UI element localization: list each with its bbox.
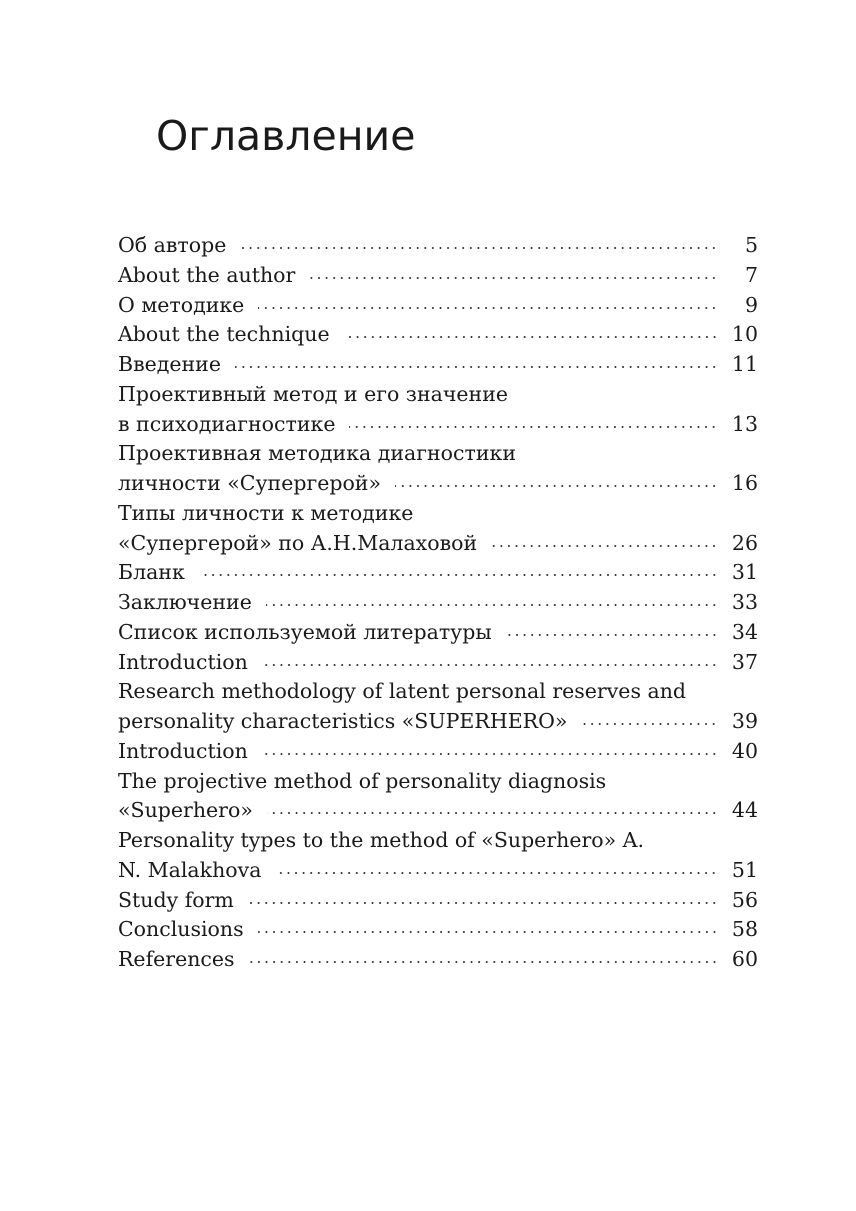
dot-leader <box>258 931 718 933</box>
toc-entry-title: Бланк <box>118 560 185 585</box>
dot-leader <box>491 545 718 547</box>
table-of-contents <box>118 231 758 975</box>
toc-entry-title: О методике <box>118 292 245 317</box>
toc-page-number: 33 <box>731 590 758 614</box>
toc-entry-title-line: Personality types to the method of «Superhero» A. <box>118 828 644 852</box>
dot-leader <box>309 277 718 279</box>
toc-entry-title: Conclusions <box>118 917 244 942</box>
dot-leader <box>262 664 718 666</box>
toc-entry-title-line: Проективный метод и его значение <box>118 381 509 406</box>
toc-entry-title: About the author <box>118 262 296 287</box>
toc-entry[interactable] <box>118 231 758 261</box>
toc-page-number: 9 <box>744 292 758 317</box>
dot-leader <box>581 723 717 725</box>
toc-entry-title-line: личности «Супергерой» <box>118 471 381 495</box>
toc-entry-title: Заключение <box>118 590 252 614</box>
dot-leader <box>506 634 718 636</box>
dot-leader <box>199 574 718 576</box>
toc-entry[interactable] <box>118 261 758 291</box>
dot-leader <box>344 336 718 338</box>
toc-entry[interactable] <box>118 439 758 499</box>
dot-leader <box>249 961 718 963</box>
toc-page-number: 16 <box>731 471 758 495</box>
toc-entry[interactable] <box>118 737 758 767</box>
dot-leader <box>267 812 718 814</box>
toc-entry[interactable] <box>118 380 758 440</box>
toc-page-number: 60 <box>731 947 758 971</box>
toc-page-number: 56 <box>731 887 758 912</box>
toc-entry-title: Introduction <box>118 738 248 763</box>
toc-entry-title: About the technique <box>118 322 330 347</box>
page-title: Оглавление <box>156 112 416 160</box>
toc-entry[interactable] <box>118 648 758 678</box>
toc-page-number: 58 <box>731 917 758 942</box>
dot-leader <box>240 247 718 249</box>
toc-page-number: 37 <box>731 649 758 674</box>
toc-entry[interactable] <box>118 499 758 559</box>
toc-entry[interactable] <box>118 320 758 350</box>
dot-leader <box>262 753 718 755</box>
toc-page-number: 10 <box>731 322 758 347</box>
toc-entry-title-line: Типы личности к методике <box>118 500 414 525</box>
toc-page-number: 34 <box>731 619 758 644</box>
toc-entry-title: Список используемой литературы <box>118 619 492 644</box>
dot-leader <box>275 872 717 874</box>
toc-page-number: 5 <box>744 233 758 257</box>
toc-entry-title-line: The projective method of personality diagnosis <box>118 768 607 793</box>
toc-page-number: 40 <box>731 738 758 763</box>
dot-leader <box>266 604 718 606</box>
toc-page-number: 26 <box>731 530 758 555</box>
toc-entry[interactable] <box>118 767 758 827</box>
toc-entry[interactable] <box>118 618 758 648</box>
toc-page-number: 13 <box>731 411 758 436</box>
toc-entry-title: Введение <box>118 352 221 376</box>
toc-entry-title: References <box>118 947 235 971</box>
toc-entry[interactable] <box>118 350 758 380</box>
toc-entry[interactable] <box>118 915 758 945</box>
toc-entry-title-line: N. Malakhova <box>118 857 262 882</box>
toc-entry[interactable] <box>118 588 758 618</box>
toc-entry-title-line: Research methodology of latent personal reserves and <box>118 679 687 704</box>
dot-leader <box>349 426 717 428</box>
toc-entry-title-line: personality characteristics «SUPERHERO» <box>118 709 568 733</box>
toc-entry[interactable] <box>118 291 758 321</box>
toc-entry-title-line: «Супергерой» по А.Н.Малаховой <box>118 530 478 555</box>
toc-entry-title-line: в психодиагностике <box>118 411 336 436</box>
toc-entry[interactable] <box>118 945 758 975</box>
toc-entry-title-line: «Superhero» <box>118 798 253 823</box>
toc-entry[interactable] <box>118 558 758 588</box>
dot-leader <box>395 485 718 487</box>
toc-page-number: 11 <box>731 352 758 376</box>
toc-page-number: 7 <box>744 262 758 287</box>
toc-page-number: 31 <box>731 560 758 585</box>
toc-entry[interactable] <box>118 886 758 916</box>
toc-entry-title: Study form <box>118 887 234 912</box>
dot-leader <box>258 307 718 309</box>
dot-leader <box>248 902 718 904</box>
toc-entry-title-line: Проективная методика диагностики <box>118 441 516 466</box>
toc-page-number: 44 <box>731 798 758 823</box>
toc-page-number: 51 <box>731 857 758 882</box>
toc-entry-title: Об авторе <box>118 233 227 257</box>
toc-entry-title: Introduction <box>118 649 248 674</box>
toc-entry[interactable] <box>118 826 758 886</box>
toc-entry[interactable] <box>118 677 758 737</box>
toc-page-number: 39 <box>731 709 758 733</box>
dot-leader <box>235 366 718 368</box>
